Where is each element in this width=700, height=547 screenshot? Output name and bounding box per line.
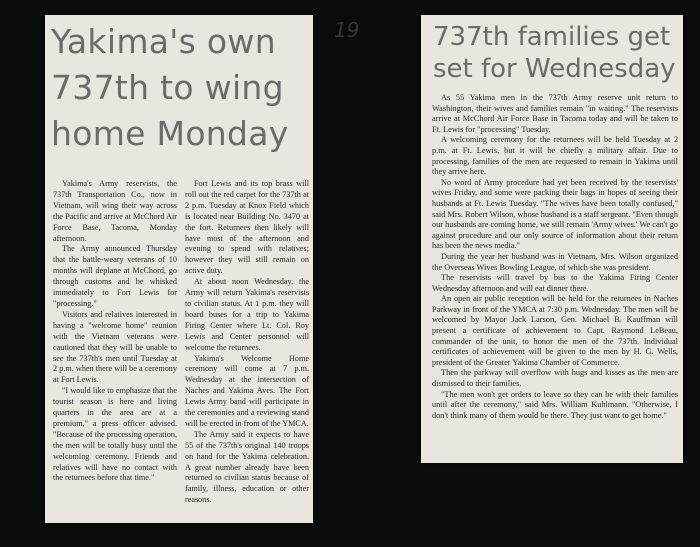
right-headline-line-2: set for Wednesday: [433, 54, 676, 84]
left-headline: Yakima's own 737th to wing home Monday: [51, 22, 289, 153]
left-column-1: [53, 179, 177, 521]
paragraph: The Army announced Thursday that the battle-weary veterans of 10 months will deplane at McChord, go through customs and be whisked immediately to Fort Lewis for "processing.": [53, 244, 177, 308]
right-headline-line-1: 737th families get: [433, 22, 671, 52]
paragraph: An open air public reception will be held for the returnees in Naches Parkway in front of the YMCA at 7:30 p.m. Wednesday. The men will be welcomed by Mayor Jack Larson, Gen. Michael B. Kauffman will present a certificate of achievement to Capt. Raymond LeBeau, commander of the unit, to honor the men of the 737th. Individual certificates of achievement will be given to the men by H. G. Wells, president of the Greater Yakima Chamber of Commerce.: [432, 294, 678, 367]
page-number: 19: [334, 18, 360, 42]
paragraph: The reservists will travel by bus to the Yakima Firing Center Wednesday afternoon and will eat dinner there.: [432, 273, 678, 293]
paragraph: Then the parkway will overflow with hugs and kisses as the men are dismissed to their families.: [432, 368, 678, 389]
paragraph: Yakima's Army reservists, the 737th Transportation Co., now in Vietnam, will wing their way across the Pacific and arrive at McChord Air Force Base, Tacoma, Monday afternoon.: [53, 179, 177, 243]
paragraph: During the year her husband was in Vietnam, Mrs. Wilson organized the Overseas Wives Bowling League, of which she was president.: [432, 251, 678, 272]
left-article-body: [53, 179, 309, 521]
paragraph: No word of Army procedure had yet been received by the reservists' wives Friday, and some were packing their bags in hopes of seeing their husbands at Ft. Lewis Tuesday. "The wives have been totally confused," said Mrs. Robert Wilson, whose husband is a staff sergeant. "Even though our husbands are coming home, we still remain 'Army wives.' We can't go against procedure and our only source of information about their return has been the news media.": [432, 177, 678, 251]
clipping-right-article: [421, 15, 683, 463]
paragraph: At about noon Wednesday, the Army will return Yakima's reservists to civilian status. At 1 p.m. they will board buses for a trip to Yakima Firing Center where Lt. Col. Roy Lewis and Center personnel will welcome the returnees.: [185, 277, 309, 352]
clipping-left-article: [45, 15, 313, 523]
paragraph: The Army said it expects to have 55 of the 737th's original 140 troops on hand for the Yakima celebration. A great number already have been returned to civilian status because of family, illness, education or other reasons.: [185, 429, 309, 505]
left-column-2: [185, 179, 309, 521]
paragraph: "The men won't get orders to leave so they can be with their families until after the ceremony," said Mrs. William Kuhlmann. "Otherwise, I don't think many of them would be there. They just want to get home.": [432, 389, 678, 420]
paragraph: Yakima's Welcome Home ceremony will come at 7 p.m. Wednesday at the intersection of Naches and Yakima Aves. The Fort Lewis Army band will participate in the ceremonies and a reviewing stand will be erected in front of the YMCA.: [185, 353, 309, 428]
paragraph: Visitors and relatives interested in having a "welcome home" reunion with the Vietnam veterans were cautioned that they will be unable to see the 737th's men until Tuesday at 2 p.m. when there will be a ceremony at Fort Lewis.: [53, 309, 177, 385]
right-article-body: [432, 93, 678, 461]
paragraph: Fort Lewis and its top brass will roll out the red carpet for the 737th at 2 p.m. Tuesday at Knox Field which is located near Building No. 3470 at the fort. Returnees then likely will have most of the afternoon and evening to spend with relatives; however they will still remain on active duty.: [185, 179, 309, 276]
right-headline: [433, 21, 683, 85]
paragraph: A welcoming ceremony for the returnees will be held Tuesday at 2 p.m. at Ft. Lewis, but it will be chiefly a military affair. Due to processing, families of the men are requested to remain in Yakima until they arrive here.: [432, 135, 678, 177]
paragraph: "I would like to emphasize that the tourist season is here and living quarters in the area are at a premium," a press officer advised. "Because of the processing operation, the men will be totally busy until the welcoming ceremony. Friends and relatives will have no contact with the returnees before that time.": [53, 386, 177, 483]
paragraph: As 55 Yakima men in the 737th Army reserve unit return to Washington, their wives and families remain "in waiting." The reservists arrive at McChord Air Force Base in Tacoma today and will be taken to Ft. Lewis for "processing" Tuesday.: [432, 93, 678, 134]
